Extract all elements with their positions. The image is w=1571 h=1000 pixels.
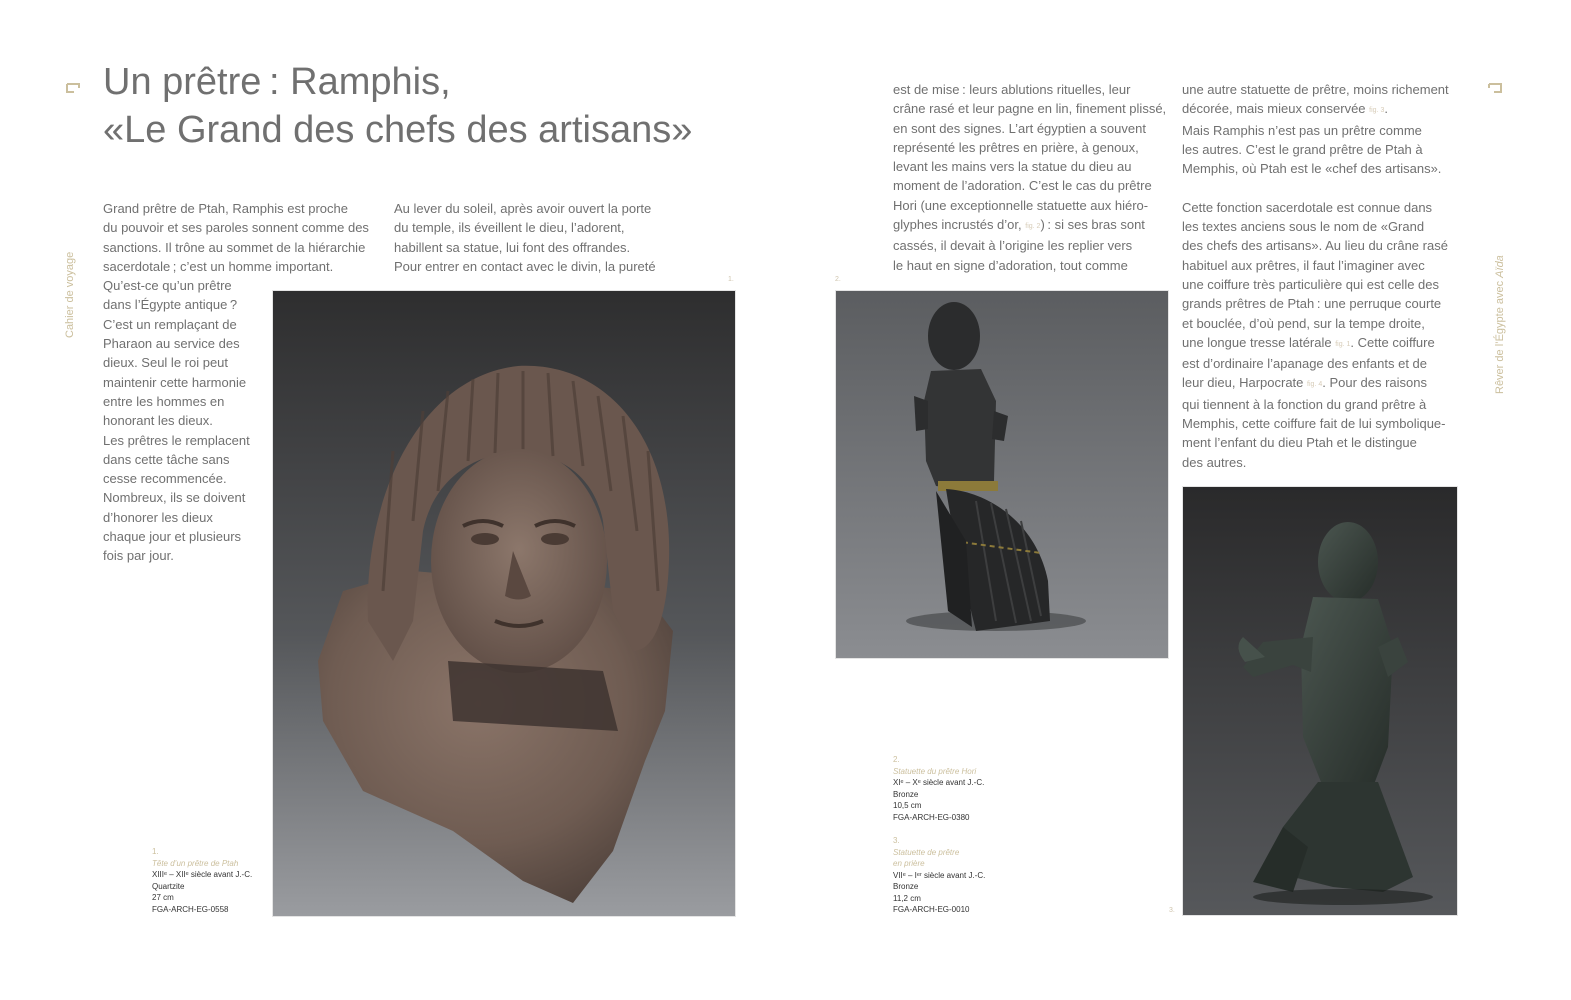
text-fragment: ) : si ses bras sont [1040, 217, 1145, 233]
text-line: Qu’est-ce qu’un prêtre [103, 278, 232, 294]
text-line: Cette fonction sacerdotale est connue dans [1182, 199, 1433, 215]
caption-inventory: FGA-ARCH-EG-0558 [152, 904, 229, 914]
text-line: cesse recommencée. [103, 471, 227, 487]
text-line: fois par jour. [103, 548, 174, 564]
text-line: est de mise : leurs ablutions rituelles, leur [893, 82, 1131, 97]
text-line: Grand prêtre de Ptah, Ramphis est proche [103, 201, 348, 216]
text-line: dans l’Égypte antique ? [103, 297, 238, 313]
text-fragment: . Cette coiffure [1350, 334, 1435, 350]
text-line: cassés, il devait à l’origine les replier vers [893, 238, 1133, 254]
text-line: maintenir cette harmonie [103, 374, 247, 390]
caption-size: 27 cm [152, 893, 174, 902]
figure-number-3: 3. [1169, 907, 1175, 914]
caption-title: Statuette de prêtre [893, 847, 960, 857]
text-line: représenté les prêtres en prière, à genoux, [893, 139, 1139, 155]
text-line: Mais Ramphis n’est pas un prêtre comme [1182, 122, 1422, 138]
corner-bracket-icon [66, 83, 80, 93]
text-line: des chefs des artisans». Au lieu du crâne rasé [1182, 238, 1448, 254]
text-line: chaque jour et plusieurs [103, 529, 242, 545]
text-line: Au lever du soleil, après avoir ouvert la porte [394, 201, 652, 216]
priest-head-photo [272, 290, 736, 917]
running-header-left-text: Cahier de voyage [64, 251, 76, 338]
text-line: dans cette tâche sans [103, 451, 230, 467]
text-line: une autre statuette de prêtre, moins richement [1182, 82, 1449, 97]
caption-figure-2 [893, 754, 984, 823]
text-line: Memphis, où Ptah est le «chef des artisans». [1182, 161, 1442, 177]
running-header-right-italic: Aïda [1494, 255, 1506, 278]
caption-material: Quartzite [152, 881, 185, 891]
text-line-with-ref [893, 215, 1166, 236]
corner-bracket-icon [1488, 83, 1502, 93]
caption-number: 3. [893, 836, 900, 845]
text-line-with-ref [1182, 373, 1449, 394]
running-header-right-text: Rêver de l’Égypte avec [1494, 277, 1506, 394]
text-line: Memphis, cette coiffure fait de lui symbolique- [1182, 416, 1446, 432]
caption-number: 1. [152, 847, 159, 856]
page-title [103, 58, 692, 154]
page-title-line-1: Un prêtre : Ramphis, [103, 61, 451, 103]
text-fragment: décorée, mais mieux conservée [1182, 101, 1366, 117]
running-header-right [1494, 255, 1506, 394]
text-line: sanctions. Il trône au sommet de la hiérarchie [103, 239, 366, 255]
text-column-2 [394, 199, 656, 276]
text-line: Nombreux, ils se doivent [103, 490, 246, 506]
text-line: des autres. [1182, 454, 1247, 470]
text-fragment: . [1384, 101, 1388, 117]
text-line: entre les hommes en [103, 393, 225, 409]
text-fragment: glyphes incrustés d’or, [893, 217, 1022, 233]
text-fragment: leur dieu, Harpocrate [1182, 375, 1304, 391]
text-line: le haut en signe d’adoration, tout comme [893, 257, 1128, 273]
text-line: habituel aux prêtres, il faut l’imaginer avec [1182, 257, 1425, 273]
text-line: honorant les dieux. [103, 413, 213, 429]
figure-number-1: 1. [728, 276, 734, 283]
caption-figure-3 [893, 835, 985, 916]
caption-material: Bronze [893, 882, 919, 891]
figure-reference[interactable]: fig. 4 [1307, 381, 1323, 389]
caption-inventory: FGA-ARCH-EG-0380 [893, 812, 970, 822]
text-line: les textes anciens sous le nom de «Grand [1182, 219, 1425, 235]
running-header-left [64, 252, 76, 338]
text-line-with-ref [1182, 333, 1449, 354]
caption-date: XIᵉ – Xᵉ siècle avant J.-C. [893, 778, 985, 787]
figure-reference[interactable]: fig. 2 [1025, 223, 1041, 231]
text-line: une coiffure très particulière qui est celle des [1182, 276, 1440, 292]
text-fragment: . Pour des raisons [1322, 375, 1427, 391]
text-line: du temple, ils éveillent le dieu, l’adorent, [394, 220, 625, 236]
caption-figure-1 [152, 846, 252, 915]
caption-title-continued: en prière [893, 859, 925, 868]
text-line: levant les mains vers la statue du dieu au [893, 159, 1132, 175]
caption-title: Tête d’un prêtre de Ptah [152, 858, 239, 868]
text-column-4 [1182, 80, 1449, 472]
text-line-with-ref [1182, 99, 1449, 120]
figure-reference[interactable]: fig. 3 [1369, 107, 1385, 115]
text-line: du pouvoir et ses paroles sonnent comme des [103, 220, 369, 236]
text-line: moment de l’adoration. C’est le cas du prêtre [893, 178, 1152, 194]
text-fragment: une longue tresse latérale [1182, 334, 1332, 350]
text-line: qui tiennent à la fonction du grand prêtre à [1182, 396, 1427, 412]
text-line: ment l’enfant du dieu Ptah et le distingue [1182, 435, 1417, 451]
text-line: Pharaon au service des [103, 336, 240, 352]
praying-priest-photo [1182, 486, 1458, 916]
text-line: Pour entrer en contact avec le divin, la pureté [394, 258, 656, 274]
caption-date: XIIIᵉ – XIIᵉ siècle avant J.-C. [152, 870, 253, 879]
caption-title: Statuette du prêtre Hori [893, 766, 977, 776]
text-line: dieux. Seul le roi peut [103, 355, 229, 371]
caption-size: 10,5 cm [893, 801, 922, 810]
text-line: Hori (une exceptionnelle statuette aux hiéro- [893, 197, 1149, 213]
hori-statuette-photo [835, 290, 1169, 659]
text-line: Les prêtres le remplacent [103, 432, 250, 448]
text-line: les autres. C’est le grand prêtre de Ptah à [1182, 141, 1423, 157]
page-title-line-2: «Le Grand des chefs des artisans» [103, 109, 693, 151]
text-line: grands prêtres de Ptah : une perruque courte [1182, 296, 1442, 312]
text-line: sacerdotale ; c’est un homme important. [103, 258, 334, 274]
text-column-3 [893, 80, 1166, 275]
figure-reference[interactable]: fig. 1 [1335, 340, 1351, 348]
text-line: en sont des signes. L’art égyptien a souvent [893, 120, 1146, 136]
text-line: est d’ordinaire l’apanage des enfants et de [1182, 356, 1428, 372]
text-line: C’est un remplaçant de [103, 316, 237, 332]
caption-size: 11,2 cm [893, 893, 921, 903]
caption-date: VIIᵉ – Iᵉʳ siècle avant J.-C. [893, 870, 986, 880]
caption-number: 2. [893, 755, 900, 764]
text-line: et bouclée, d’où pend, sur la tempe droite, [1182, 315, 1425, 331]
caption-material: Bronze [893, 789, 919, 799]
figure-number-2: 2. [835, 276, 841, 283]
paragraph-spacer [1182, 178, 1449, 197]
text-line: crâne rasé et leur pagne en lin, finement plissé, [893, 101, 1167, 117]
text-line: habillent sa statue, lui font des offrandes. [394, 239, 631, 255]
text-line: d’honorer les dieux [103, 509, 213, 525]
caption-inventory: FGA-ARCH-EG-0010 [893, 905, 970, 914]
